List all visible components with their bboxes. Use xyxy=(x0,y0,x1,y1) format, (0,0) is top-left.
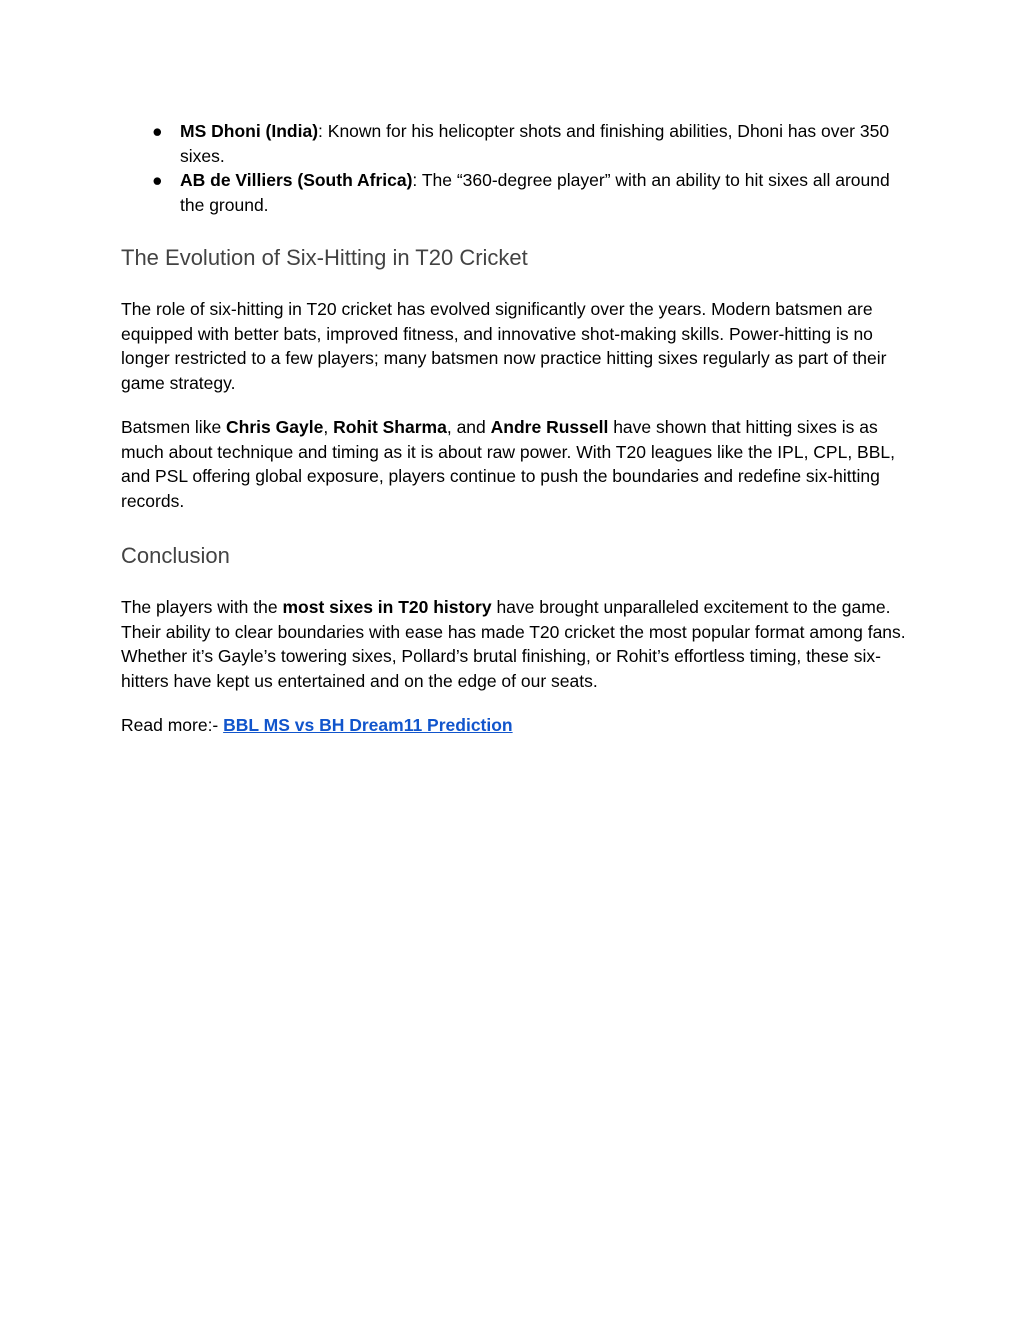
paragraph-text: , xyxy=(323,417,334,437)
bullet-icon: ● xyxy=(152,170,163,190)
paragraph-text: Batsmen like xyxy=(121,417,227,437)
bold-phrase: most sixes in T20 history xyxy=(282,597,492,617)
evolution-paragraph-1: The role of six-hitting in T20 cricket has evolved significantly over the years. Modern batsmen are equipped with better bats, improved fitness, and innovative shot-making skills. Power-hitting is no longer restricted to a few players; many batsmen now practice hitting sixes regularly as part of their game strategy. xyxy=(121,299,887,393)
read-more-line xyxy=(121,713,911,738)
player-name: AB de Villiers (South Africa) xyxy=(180,170,413,190)
read-more-label: Read more:- xyxy=(121,715,224,735)
list-item xyxy=(121,119,911,168)
document-page xyxy=(121,119,911,738)
section-heading-conclusion: Conclusion xyxy=(121,543,230,568)
paragraph-text: The players with the xyxy=(121,597,283,617)
list-item xyxy=(121,168,911,217)
bullet-icon: ● xyxy=(152,121,163,141)
evolution-paragraph-2 xyxy=(121,415,911,513)
read-more-link[interactable]: BBL MS vs BH Dream11 Prediction xyxy=(223,715,513,735)
conclusion-paragraph xyxy=(121,595,911,693)
section-heading-evolution: The Evolution of Six-Hitting in T20 Cricket xyxy=(121,245,528,270)
player-bullet-list xyxy=(121,119,911,217)
player-name-bold: Chris Gayle xyxy=(226,417,324,437)
paragraph-text: have shown that hitting sixes is as much about technique and timing as it is about raw power. With T20 leagues like the IPL, CPL, BBL, and PSL offering global exposure, players continue to push the boundaries and redefine six-hitting records. xyxy=(121,417,895,511)
player-name-bold: Rohit Sharma xyxy=(333,417,447,437)
paragraph-text: have brought unparalleled excitement to the game. Their ability to clear boundaries with ease has made T20 cricket the most popular format among fans. Whether it’s Gayle’s towering sixes, Pollard’s brutal finishing, or Rohit’s effortless timing, these six-hitters have kept us entertained and on the edge of our seats. xyxy=(121,597,906,691)
player-name-bold: Andre Russell xyxy=(490,417,609,437)
player-description: : Known for his helicopter shots and finishing abilities, Dhoni has over 350 sixes. xyxy=(180,121,890,166)
player-name: MS Dhoni (India) xyxy=(180,121,319,141)
player-description: : The “360-degree player” with an ability to hit sixes all around the ground. xyxy=(180,170,890,215)
paragraph-text: , and xyxy=(446,417,491,437)
